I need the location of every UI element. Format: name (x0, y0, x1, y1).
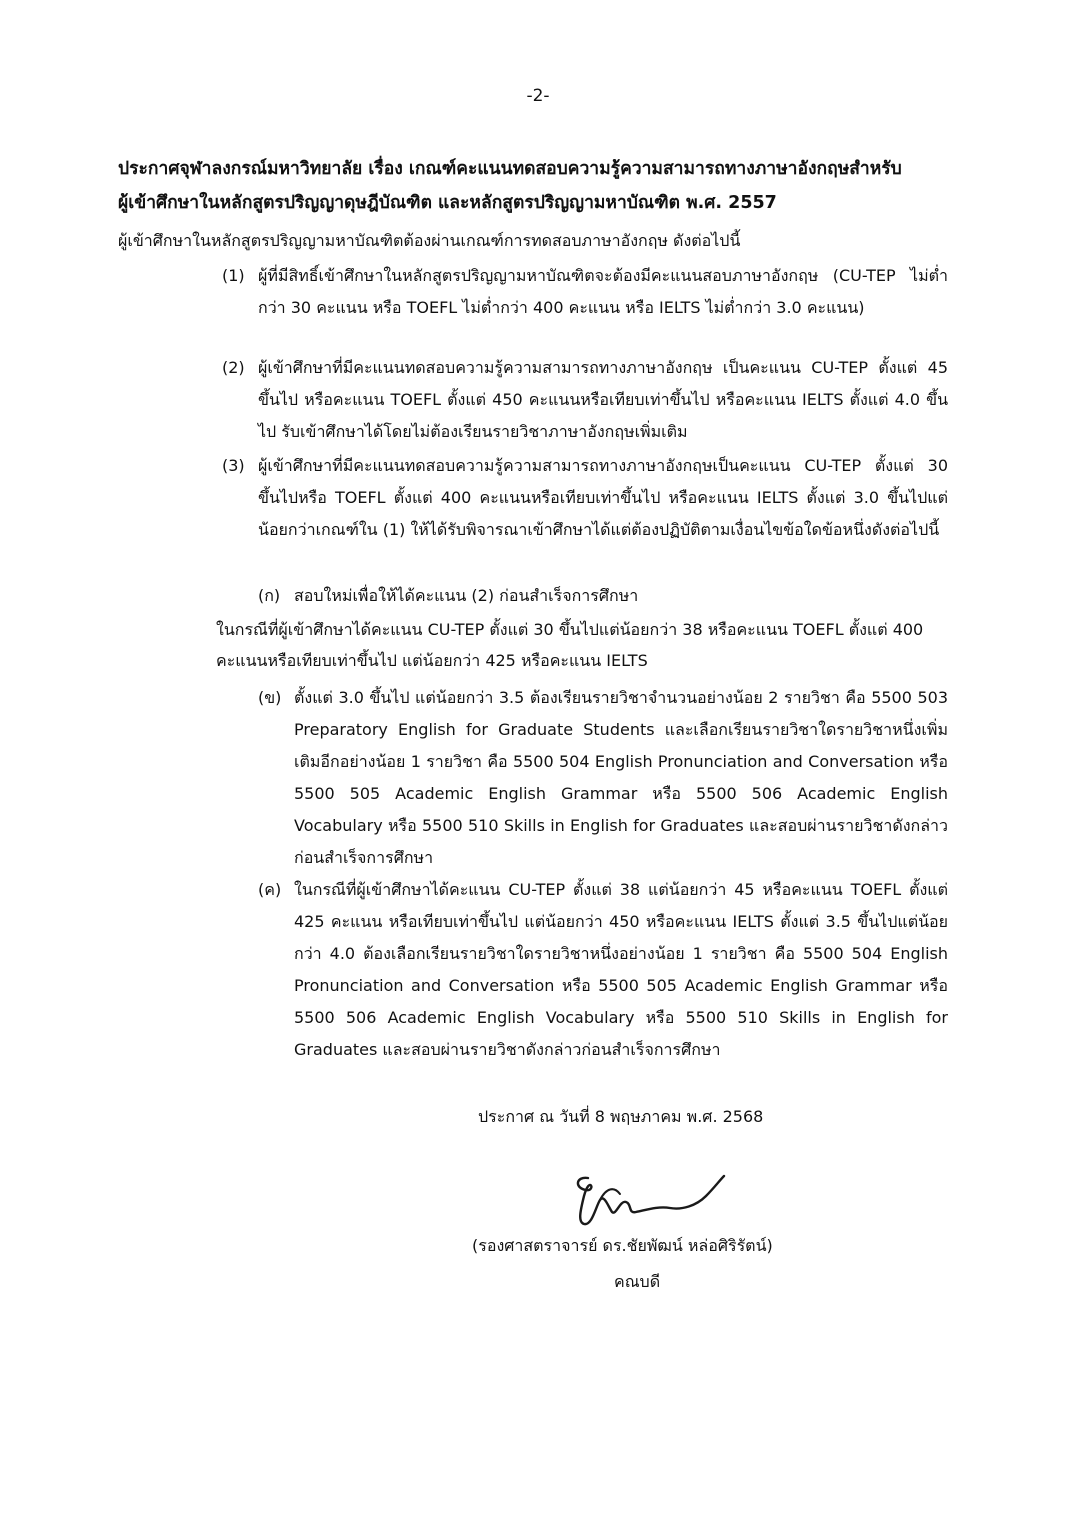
page-number: -2- (526, 86, 550, 106)
announcement-date: ประกาศ ณ วันที่ 8 พฤษภาคม พ.ศ. 2568 (478, 1107, 764, 1126)
handwritten-signature (570, 1166, 730, 1230)
condition-number: (ข) (258, 688, 282, 707)
condition-text: สอบใหม่เพื่อให้ได้คะแนน (2) ก่อนสำเร็จการศึกษา (294, 586, 639, 605)
criterion-text: ผู้ที่มีสิทธิ์เข้าศึกษาในหลักสูตรปริญญามหาบัณฑิตจะต้องมีคะแนนสอบภาษาอังกฤษ (CU-TEP ไม่ต่ำกว่า 30 คะแนน หรือ TOEFL ไม่ต่ำกว่า 400 คะแนน หรือ IELTS ไม่ต่ำกว่า 3.0 คะแนน) (258, 266, 948, 317)
signatory-position: คณบดี (614, 1272, 661, 1291)
criterion-number: (2) (222, 358, 245, 377)
criterion-number: (3) (222, 456, 245, 475)
condition-text: ตั้งแต่ 3.0 ขึ้นไป แต่น้อยกว่า 3.5 ต้องเรียนรายวิชาจำนวนอย่างน้อย 2 รายวิชา คือ 5500 503 Preparatory English for Graduate Students และเลือกเรียนรายวิชาใดรายวิชาหนึ่งเพิ่มเติมอีกอย่างน้อย 1 รายวิชา คือ 5500 504 English Pronunciation and Conversation หรือ 5500 505 Academic English Grammar หรือ 5500 506 Academic English Vocabulary หรือ 5500 510 Skills in English for Graduates และสอบผ่านรายวิชาดังกล่าวก่อนสำเร็จการศึกษา (294, 688, 948, 867)
case-paragraph: ในกรณีที่ผู้เข้าศึกษาได้คะแนน CU-TEP ตั้งแต่ 30 ขึ้นไปแต่น้อยกว่า 38 หรือคะแนน TOEFL ตั้งแต่ 400 คะแนนหรือเทียบเท่าขึ้นไป แต่น้อยกว่า 425 หรือคะแนน IELTS (216, 620, 924, 670)
condition-text: ในกรณีที่ผู้เข้าศึกษาได้คะแนน CU-TEP ตั้งแต่ 38 แต่น้อยกว่า 45 หรือคะแนน TOEFL ตั้งแต่ 425 คะแนน หรือเทียบเท่าขึ้นไป แต่น้อยกว่า 450 หรือคะแนน IELTS ตั้งแต่ 3.5 ขึ้นไปแต่น้อยกว่า 4.0 ต้องเลือกเรียนรายวิชาใดรายวิชาหนึ่งอย่างน้อย 1 รายวิชา คือ 5500 504 English Pronunciation and Conversation หรือ 5500 505 Academic English Grammar หรือ 5500 506 Academic English Vocabulary หรือ 5500 510 Skills in English for Graduates และสอบผ่านรายวิชาดังกล่าวก่อนสำเร็จการศึกษา (294, 880, 948, 1059)
condition-number: (ค) (258, 880, 282, 899)
condition-number: (ก) (258, 586, 281, 605)
intro-paragraph: ผู้เข้าศึกษาในหลักสูตรปริญญามหาบัณฑิตต้องผ่านเกณฑ์การทดสอบภาษาอังกฤษ ดังต่อไปนี้ (118, 231, 741, 250)
criterion-number: (1) (222, 266, 245, 285)
criterion-text: ผู้เข้าศึกษาที่มีคะแนนทดสอบความรู้ความสามารถทางภาษาอังกฤษเป็นคะแนน CU-TEP ตั้งแต่ 30 ขึ้นไปหรือ TOEFL ตั้งแต่ 400 คะแนนหรือเทียบเท่าขึ้นไป หรือคะแนน IELTS ตั้งแต่ 3.0 ขึ้นไปแต่น้อยกว่าเกณฑ์ใน (1) ให้ได้รับพิจารณาเข้าศึกษาได้แต่ต้องปฏิบัติตามเงื่อนไขข้อใดข้อหนึ่งดังต่อไปนี้ (258, 456, 948, 539)
announcement-title-line-1: ประกาศจุฬาลงกรณ์มหาวิทยาลัย เรื่อง เกณฑ์คะแนนทดสอบความรู้ความสามารถทางภาษาอังกฤษสำหรับ (118, 159, 902, 179)
criterion-text: ผู้เข้าศึกษาที่มีคะแนนทดสอบความรู้ความสามารถทางภาษาอังกฤษ เป็นคะแนน CU-TEP ตั้งแต่ 45 ขึ้นไป หรือคะแนน TOEFL ตั้งแต่ 450 คะแนนหรือเทียบเท่าขึ้นไป หรือคะแนน IELTS ตั้งแต่ 4.0 ขึ้นไป รับเข้าศึกษาได้โดยไม่ต้องเรียนรายวิชาภาษาอังกฤษเพิ่มเติม (258, 358, 948, 441)
announcement-title-line-2: ผู้เข้าศึกษาในหลักสูตรปริญญาดุษฎีบัณฑิต และหลักสูตรปริญญามหาบัณฑิต พ.ศ. 2557 (118, 193, 777, 213)
signatory-name: (รองศาสตราจารย์ ดร.ชัยพัฒน์ หล่อศิริรัตน์) (472, 1236, 773, 1255)
